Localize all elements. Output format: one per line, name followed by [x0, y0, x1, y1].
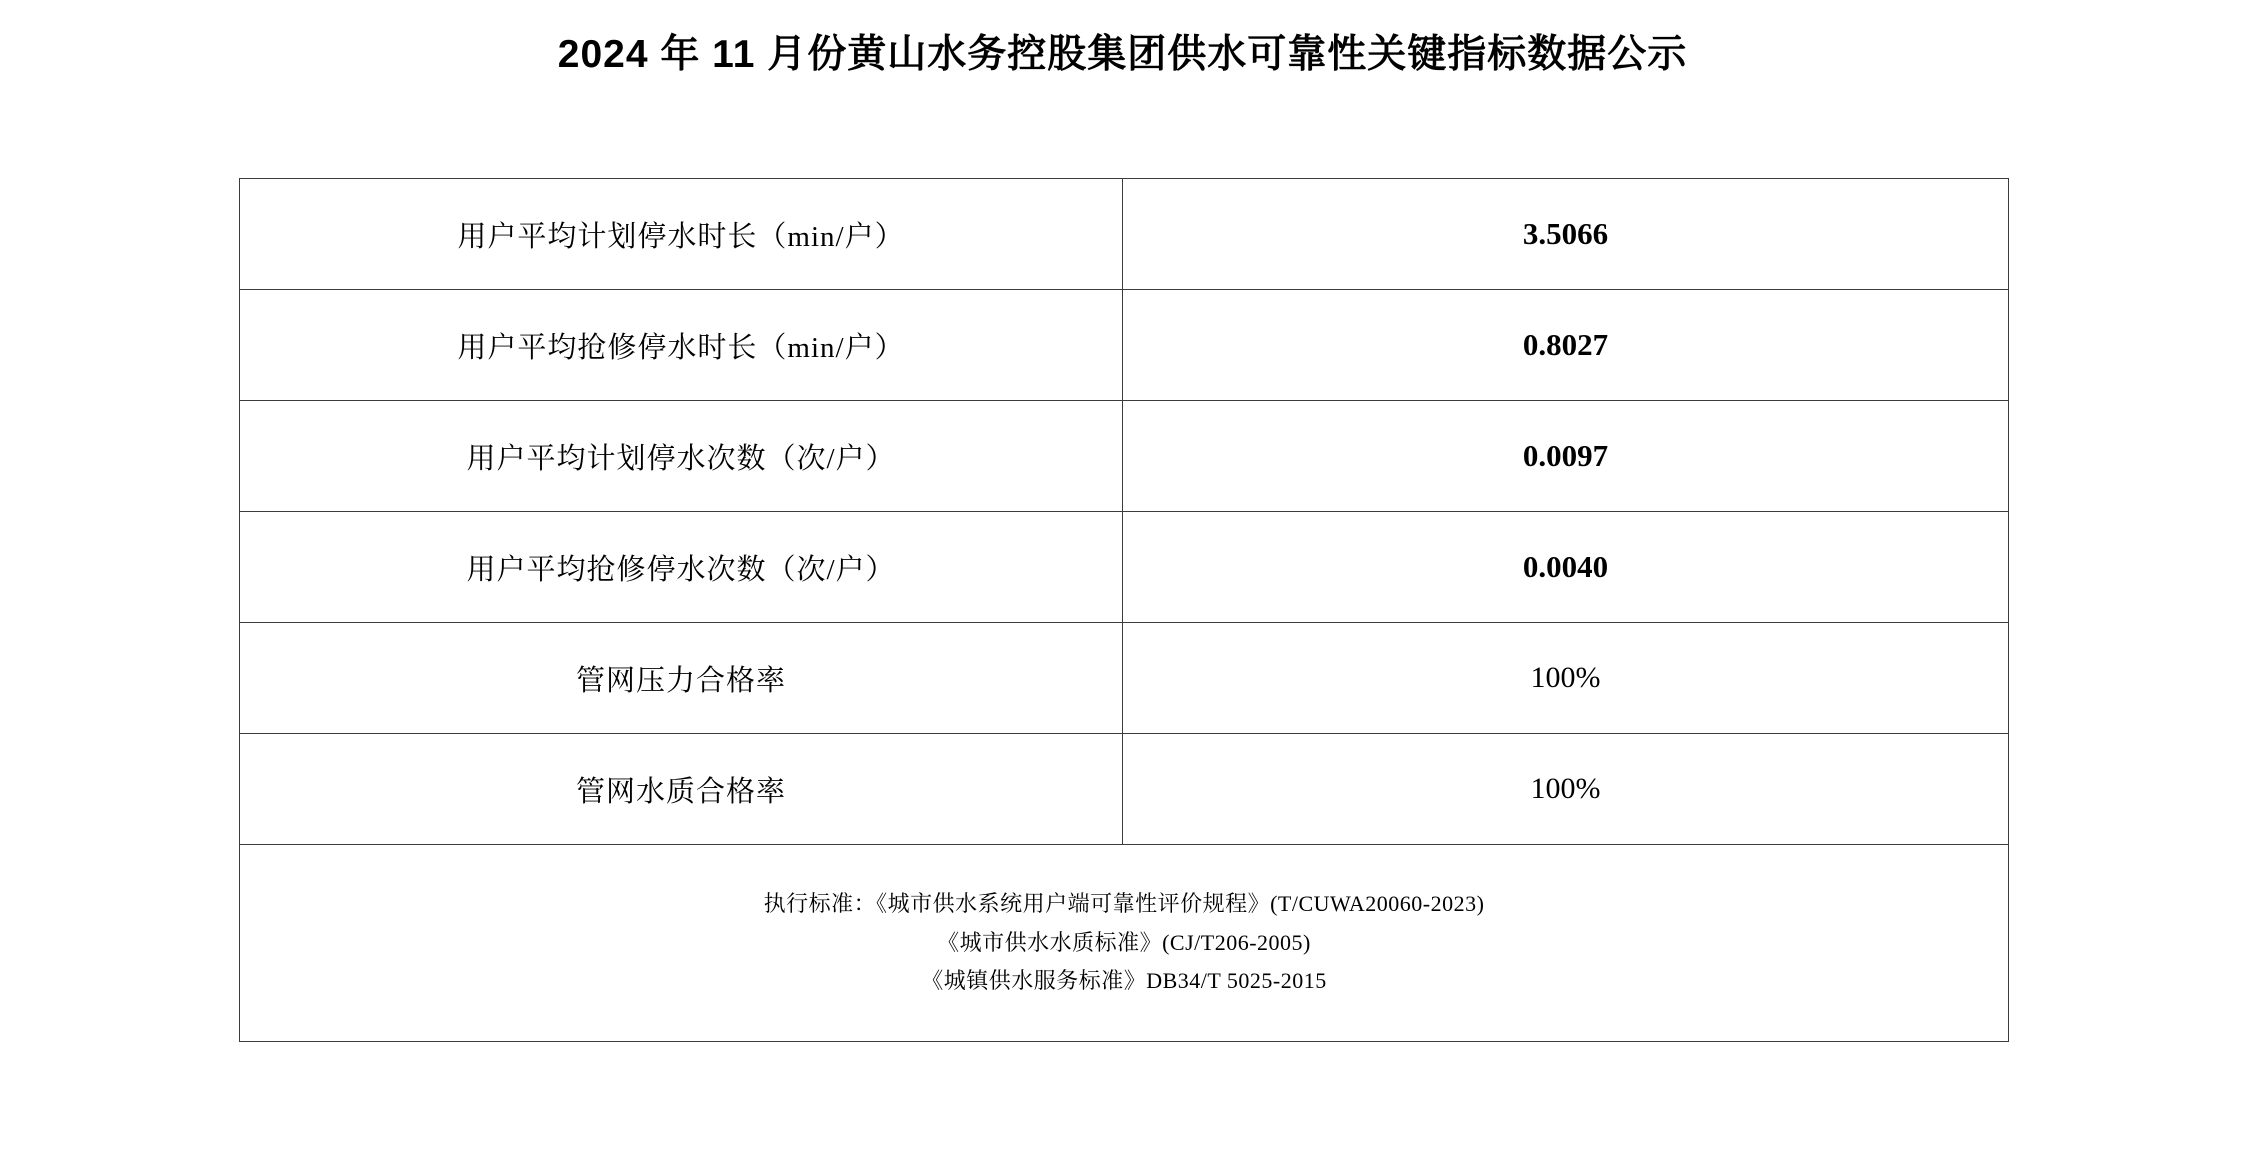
table-footnote-row	[240, 845, 2009, 1042]
table-row	[240, 179, 2009, 290]
footnote-line-water-quality: 《城市供水水质标准》(CJ/T206-2005)	[937, 929, 1311, 955]
metric-value: 0.8027	[1123, 290, 2009, 401]
metric-value: 3.5066	[1123, 179, 2009, 290]
metrics-table	[239, 178, 2009, 1042]
metric-value: 100%	[1123, 623, 2009, 734]
metric-label: 管网压力合格率	[240, 623, 1123, 734]
table-row	[240, 290, 2009, 401]
table-row	[240, 734, 2009, 845]
footnote-line-service: 《城镇供水服务标准》DB34/T 5025-2015	[921, 968, 1327, 994]
metric-label: 管网水质合格率	[240, 734, 1123, 845]
metric-label: 用户平均计划停水次数（次/户）	[240, 401, 1123, 512]
metrics-table-container	[239, 178, 2009, 1042]
page-title: 2024 年 11 月份黄山水务控股集团供水可靠性关键指标数据公示	[557, 33, 1688, 76]
metric-value: 0.0097	[1123, 401, 2009, 512]
table-row	[240, 401, 2009, 512]
footnote-line-standard: 执行标准：《城市供水系统用户端可靠性评价规程》(T/CUWA20060-2023)	[763, 891, 1485, 917]
metric-label: 用户平均抢修停水时长（min/户）	[240, 290, 1123, 401]
footnote-cell	[240, 845, 2009, 1042]
metric-value: 0.0040	[1123, 512, 2009, 623]
metric-label: 用户平均抢修停水次数（次/户）	[240, 512, 1123, 623]
metric-label: 用户平均计划停水时长（min/户）	[240, 179, 1123, 290]
table-row	[240, 512, 2009, 623]
table-row	[240, 623, 2009, 734]
metric-value: 100%	[1123, 734, 2009, 845]
